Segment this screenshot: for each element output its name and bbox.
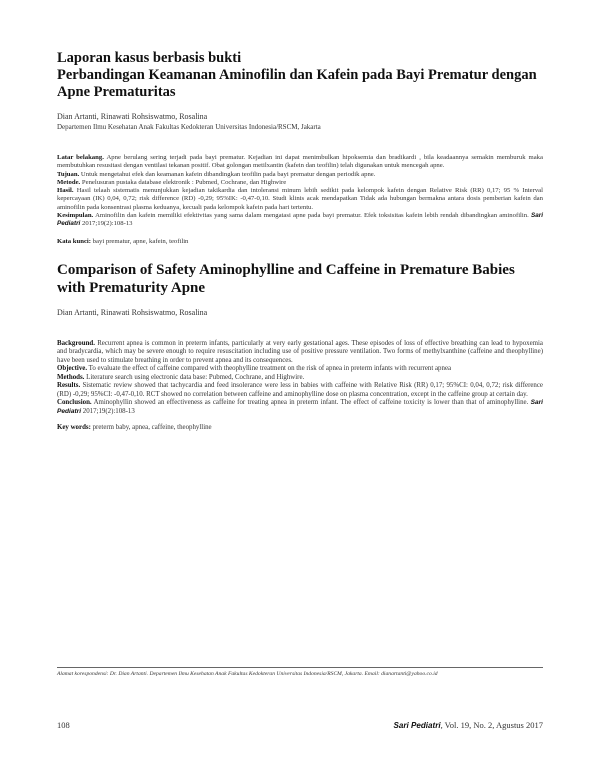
abstract-aim: Tujuan. Untuk mengetahui efek dan keamanan kafein dibandingkan teofilin pada bayi prematur dengan periodik apne. (57, 170, 376, 178)
abstract-conclusion: Kesimpulan. Aminofilin dan kafein memiliki efektivitas yang sama dalam mengatasi apne pada bayi prematur. Efek toksisitas kafein lebih rendah dibandingkan aminofilin. Sari Pediatri 2017;19(2):108-13 (57, 212, 543, 228)
indonesian-title: Perbandingan Keamanan Aminofilin dan Kafein pada Bayi Prematur dengan Apne Prematuritas (57, 67, 537, 100)
english-keywords: Key words: preterm baby, apnea, caffeine, theophylline (57, 424, 212, 432)
indonesian-authors: Dian Artanti, Rinawati Rohsiswatmo, Rosalina (57, 112, 208, 121)
abstract-background-en: Background. Recurrent apnea is common in preterm infants, particularly at very early gestational ages. These episodes of loss of effective breathing can lead to hypoxemia and bradycardia, which may be severe enough to require resuscitation including use of positive pressure ventilation. Two forms of methylxanthine (caffeine and theophylline) have been used to stimulate breathing in order to prevent apnea and its consequences. (57, 339, 543, 364)
page-number: 108 (57, 720, 70, 730)
abstract-conclusion-en: Conclusion. Aminophyllin showed an effectiveness as caffeine for treating apnea in preterm infant. The effect of caffeine toxicity is lower than that of aminophylline. Sari Pediatri 2017;19(2):108-13 (57, 399, 543, 415)
issue-info (394, 720, 543, 730)
footer-issue: , Vol. 19, No. 2, Agustus 2017 (440, 720, 543, 730)
correspondence-footnote: Alamat korespondensi: Dr. Dian Artanti. Departemen Ilmu Kesehatan Anak Fakultas Kedokteran Universitas Indonesia/RSCM, Jakarta. Email: dianartanti@yahoo.co.id (57, 671, 438, 677)
abstract-method: Metode. Penelusuran pustaka database elektronik : Pubmed, Cochrane, dan Highwire (57, 178, 287, 186)
abstract-objective-en: Objective. To evaluate the effect of caffeine compared with theophylline treatment on the risk of apnea in preterm infants with recurrent apnea (57, 365, 452, 373)
indonesian-abstract (57, 154, 543, 229)
english-abstract (57, 340, 543, 417)
indonesian-keywords: Kata kunci: bayi prematur, apne, kafein, teofilin (57, 237, 189, 245)
footer-journal: Sari Pediatri (393, 721, 441, 730)
citation-en: 2017;19(2):108-13 (82, 407, 135, 415)
article-kicker: Laporan kasus berbasis bukti (57, 50, 242, 66)
abstract-result: Hasil. Hasil telaah sistematis menunjukkan kejadian takikardia dan intoleransi minum lebih sedikit pada kelompok kafein dengan Relative Risk (RR) 0,17; 95 % Interval kepercayaan (IK) 0,04, 0,72; risk difference (RD) -0,29; 95%IK: -0,47-0,10. Studi klinis acak mendapatkan Tidak ada hubungan bermakna antara dosis pemberian kafein dan aminofilin pada konsentrasi plasma keduanya, kecuali pada kelompok kafein pada hari tertentu. (57, 187, 544, 211)
abstract-background: Latar belakang. Apne berulang sering terjadi pada bayi prematur. Kejadian ini dapat menimbulkan hipoksemia dan bradikardi , bila keadaannya semakin memburuk maka membutuhkan resusitasi dengan ventilasi tekanan positif. Obat golongan metilxantin (kafein dan teofilin) telah digunakan untuk mencegah apne. (57, 154, 543, 170)
footnote-divider (57, 667, 543, 668)
citation: 2017;19(2):108-13 (82, 220, 133, 228)
abstract-methods-en: Methods. Literature search using electronic data base: Pubmed, Cochrane, and Highwire. (57, 373, 305, 381)
english-authors: Dian Artanti, Rinawati Rohsiswatmo, Rosalina (57, 307, 208, 317)
article-page (57, 50, 543, 431)
journal-name: Sari Pediatri (57, 212, 543, 228)
author-affiliation: Departemen Ilmu Kesehatan Anak Fakultas Kedokteran Universitas Indonesia/RSCM, Jakarta (57, 123, 321, 131)
journal-name-en: Sari Pediatri (57, 399, 543, 415)
abstract-results-en: Results. Sistematic review showed that tachycardia and feed insolerance were less in babies with caffeine with Relative Risk (RR) 0,17; 95%CI: 0,04, 0,72; risk difference (RD) -0,29; 95%CI: -0,47-0,10. RCT showed no correlation between caffeine and aminophylline dose on plasma concentration, except in the caffeine group at certain day. (57, 382, 543, 398)
english-title: Comparison of Safety Aminophylline and Caffeine in Premature Babies with Prematurity Apne (57, 261, 515, 296)
